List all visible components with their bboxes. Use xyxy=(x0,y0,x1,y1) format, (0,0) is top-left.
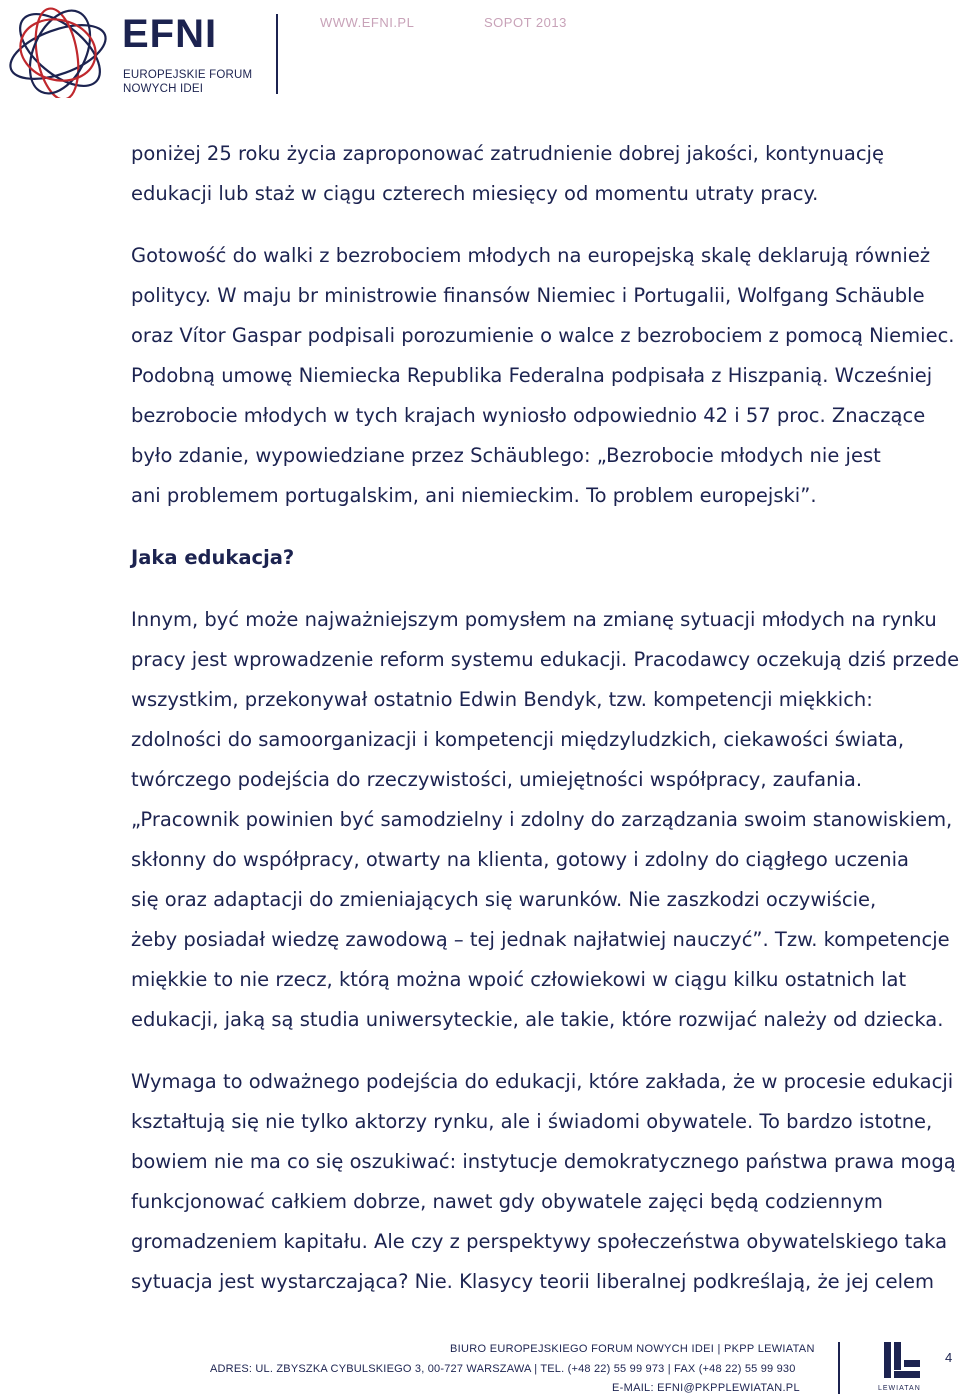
text-line: sytuacja jest wystarczająca? Nie. Klasycy teorii liberalnej podkreślają, że jej celem xyxy=(131,1270,935,1293)
paragraph-3 xyxy=(131,600,960,1040)
page-number: 4 xyxy=(945,1350,953,1365)
text-line: skłonny do współpracy, otwarty na klienta, gotowy i zdolny do ciągłego uczenia xyxy=(131,848,910,871)
page-header xyxy=(0,0,960,100)
page-footer xyxy=(0,1330,960,1399)
text-line: pracy jest wprowadzenie reform systemu edukacji. Pracodawcy oczekują dziś przede xyxy=(131,648,960,671)
logo-subtitle-line: EUROPEJSKIE FORUM xyxy=(123,69,253,81)
text-line: Innym, być może najważniejszym pomysłem na zmianę sytuacji młodych na rynku xyxy=(131,608,937,631)
lewiatan-logo-icon xyxy=(880,1340,924,1384)
efni-logo-icon xyxy=(2,2,118,98)
paragraph-1 xyxy=(131,134,960,214)
footer-divider xyxy=(838,1342,840,1394)
text-line: funkcjonować całkiem dobrze, nawet gdy obywatele zajęci będą codziennym xyxy=(131,1190,883,1213)
text-line: edukacji lub staż w ciągu czterech miesięcy od momentu utraty pracy. xyxy=(131,182,819,205)
logo-subtitle xyxy=(123,68,252,96)
header-event-place: SOPOT 2013 xyxy=(484,15,567,30)
text-line: twórczego podejścia do rzeczywistości, umiejętności współpracy, zaufania. xyxy=(131,768,863,791)
text-line: bezrobocie młodych w tych krajach wyniosło odpowiednio 42 i 57 proc. Znaczące xyxy=(131,404,926,427)
lewiatan-wordmark: LEWIATAN xyxy=(878,1385,921,1392)
footer-address: ADRES: UL. ZBYSZKA CYBULSKIEGO 3, 00-727 WARSZAWA | TEL. (+48 22) 55 99 973 | FAX (+48 22) 55 99 930 xyxy=(210,1363,796,1375)
text-line: miękkie to nie rzecz, którą można wpoić człowiekowi w ciągu kilku ostatnich lat xyxy=(131,968,907,991)
paragraph-2 xyxy=(131,236,960,516)
text-line: Gotowość do walki z bezrobociem młodych na europejską skalę deklarują również xyxy=(131,244,931,267)
text-line: zdolności do samoorganizacji i kompetencji międzyludzkich, ciekawości świata, xyxy=(131,728,905,751)
footer-email[interactable]: E-MAIL: EFNI@PKPPLEWIATAN.PL xyxy=(612,1382,800,1394)
footer-office: BIURO EUROPEJSKIEGO FORUM NOWYCH IDEI | PKPP LEWIATAN xyxy=(450,1343,815,1355)
text-line: Wymaga to odważnego podejścia do edukacji, które zakłada, że w procesie edukacji xyxy=(131,1070,954,1093)
text-line: edukacji, jaką są studia uniwersyteckie, ale takie, które rozwijać należy od dziecka. xyxy=(131,1008,944,1031)
text-line: gromadzeniem kapitału. Ale czy z perspektywy społeczeństwa obywatelskiego taka xyxy=(131,1230,948,1253)
text-line: wszystkim, przekonywał ostatnio Edwin Bendyk, tzw. kompetencji miękkich: xyxy=(131,688,873,711)
text-line: Podobną umowę Niemiecka Republika Federalna podpisała z Hiszpanią. Wcześniej xyxy=(131,364,933,387)
text-line: ani problemem portugalskim, ani niemieckim. To problem europejski”. xyxy=(131,484,817,507)
document-body xyxy=(131,134,960,1302)
text-line: politycy. W maju br ministrowie finansów Niemiec i Portugalii, Wolfgang Schäuble xyxy=(131,284,925,307)
text-line: poniżej 25 roku życia zaproponować zatrudnienie dobrej jakości, kontynuację xyxy=(131,142,884,165)
paragraph-4 xyxy=(131,1062,960,1302)
text-line: kształtują się nie tylko aktorzy rynku, ale i świadomi obywatele. To bardzo istotne, xyxy=(131,1110,933,1133)
header-url[interactable]: WWW.EFNI.PL xyxy=(320,15,415,30)
text-line: bowiem nie ma co się oszukiwać: instytucje demokratycznego państwa prawa mogą xyxy=(131,1150,956,1173)
logo-wordmark: EFNI xyxy=(122,12,218,56)
section-heading: Jaka edukacja? xyxy=(131,546,295,569)
text-line: oraz Vítor Gaspar podpisali porozumienie o walce z bezrobociem z pomocą Niemiec. xyxy=(131,324,955,347)
text-line: „Pracownik powinien być samodzielny i zdolny do zarządzania swoim stanowiskiem, xyxy=(131,808,953,831)
text-line: żeby posiadał wiedzę zawodową – tej jednak najłatwiej nauczyć”. Tzw. kompetencje xyxy=(131,928,950,951)
text-line: było zdanie, wypowiedziane przez Schäublego: „Bezrobocie młodych nie jest xyxy=(131,444,881,467)
logo-subtitle-line: NOWYCH IDEI xyxy=(123,83,204,95)
text-line: się oraz adaptacji do zmieniających się warunków. Nie zaszkodzi oczywiście, xyxy=(131,888,877,911)
header-divider xyxy=(276,14,278,94)
